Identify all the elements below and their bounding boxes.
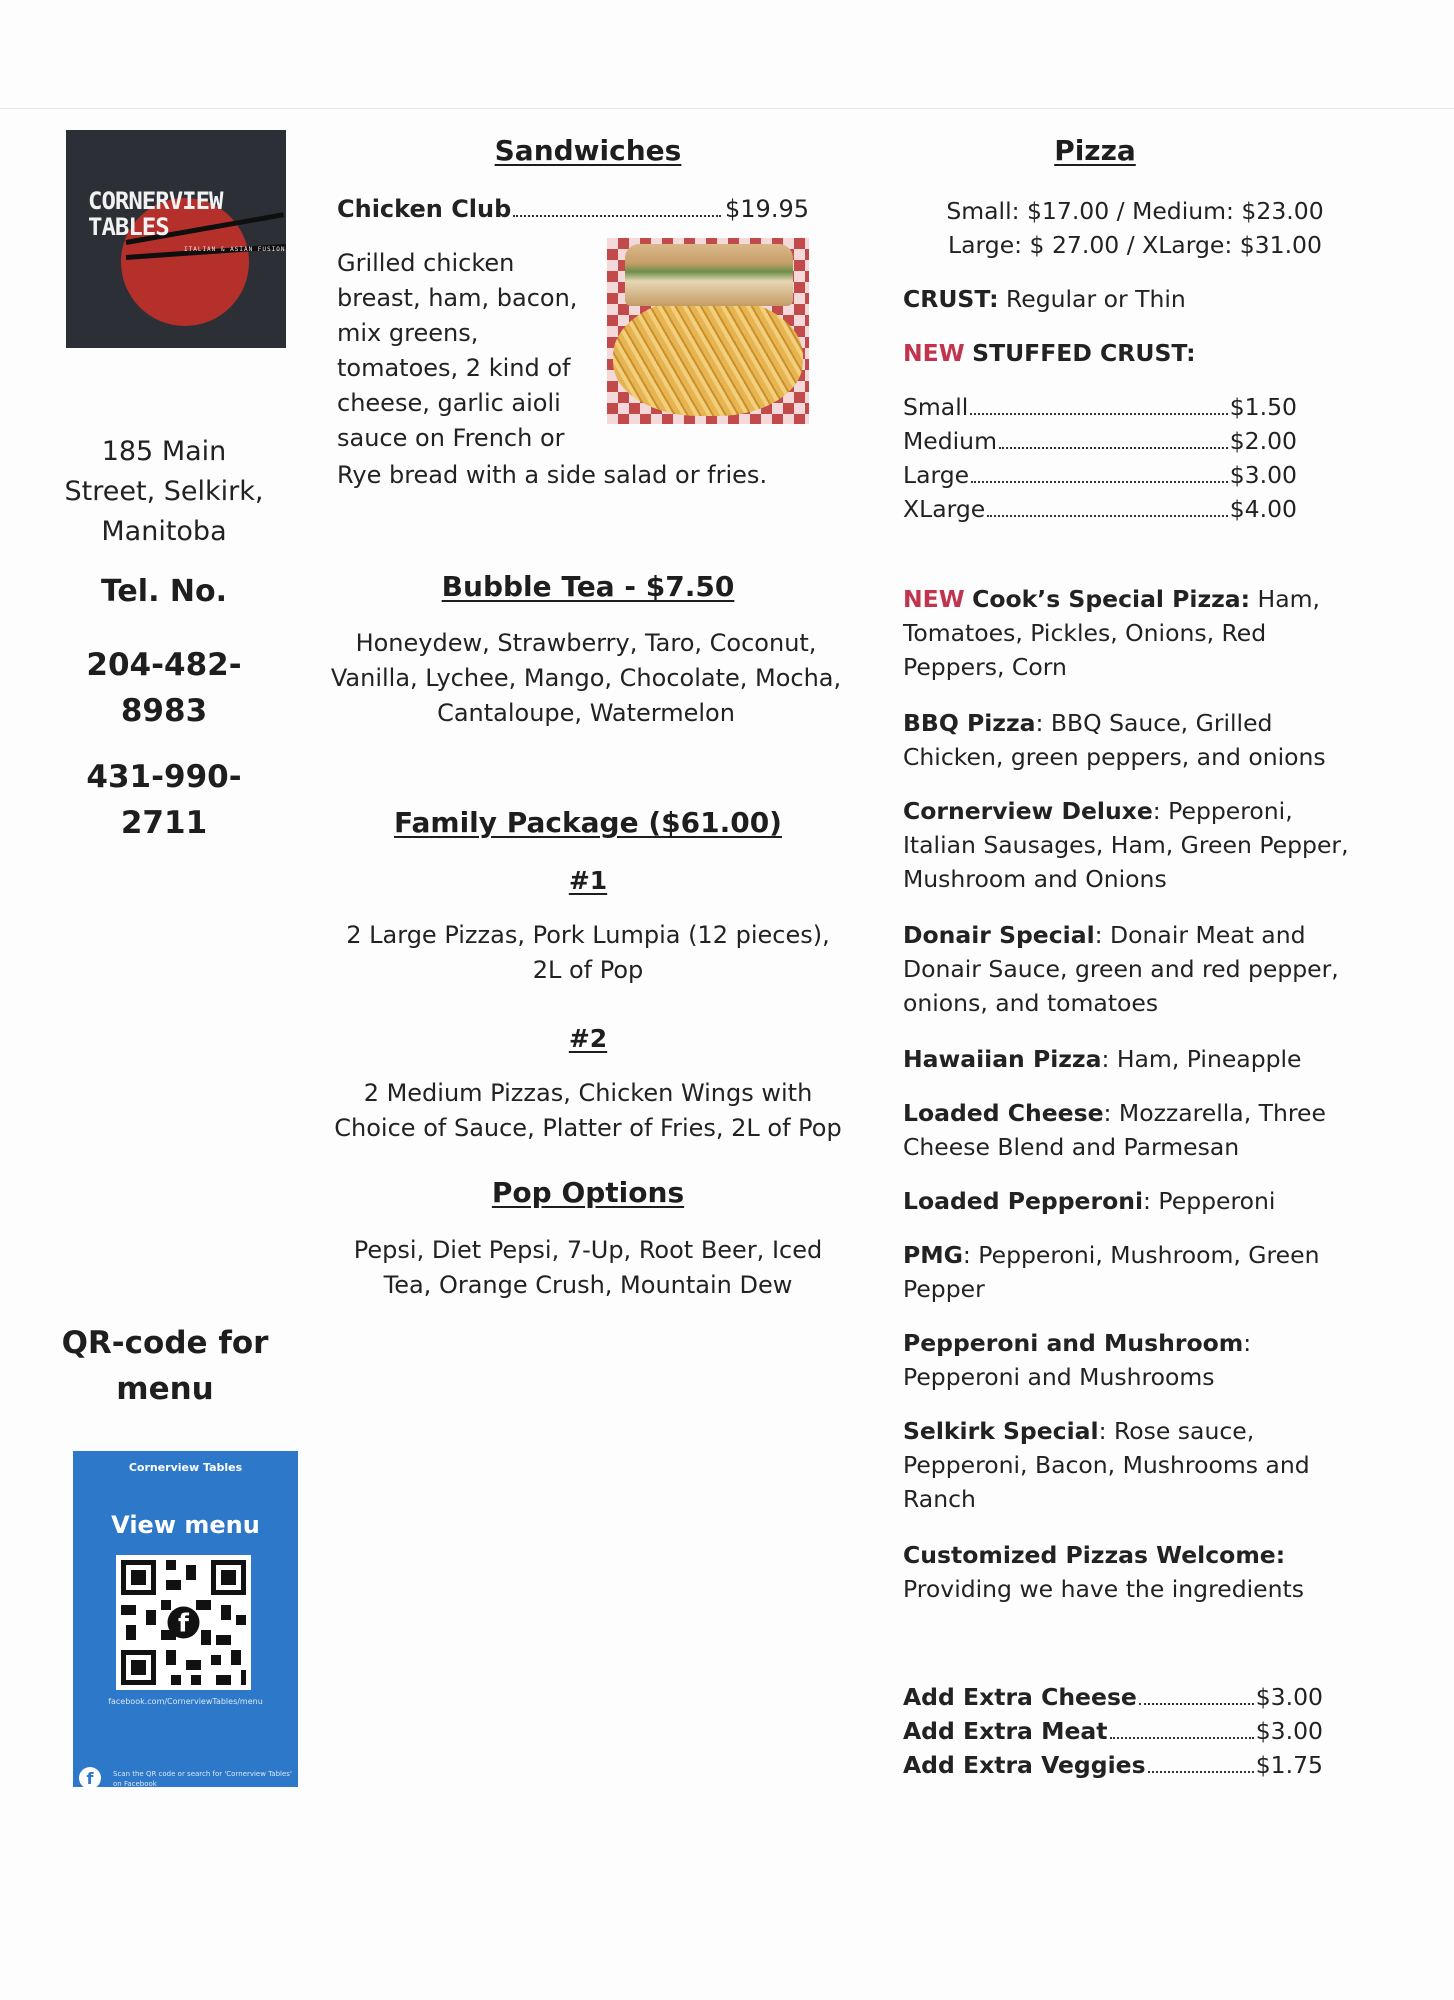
extra-price: $3.00 bbox=[1255, 1683, 1323, 1711]
specialty-item: Donair Special: Donair Meat and Donair Sauce, green and red pepper, onions, and tomatoes bbox=[903, 921, 1339, 1017]
stuffed-price-row bbox=[903, 424, 1297, 458]
specialty-desc: Mozzarella, Three Cheese Blend and Parmesan bbox=[903, 1099, 1326, 1161]
dot-leader bbox=[971, 481, 1228, 483]
specialty-name: Cook’s Special Pizza: bbox=[972, 585, 1251, 613]
specialty-item: Hawaiian Pizza: Ham, Pineapple bbox=[903, 1045, 1302, 1073]
extras-list bbox=[903, 1680, 1323, 1782]
new-badge: NEW bbox=[903, 585, 965, 613]
specialty-desc: Pepperoni, Italian Sausages, Ham, Green Pepper, Mushroom and Onions bbox=[903, 797, 1349, 893]
dot-leader bbox=[513, 215, 721, 217]
stuffed-crust-label: STUFFED CRUST: bbox=[972, 339, 1196, 367]
restaurant-logo bbox=[66, 130, 286, 348]
qr-code-icon[interactable] bbox=[116, 1555, 251, 1690]
pizza-heading: Pizza bbox=[1054, 134, 1136, 167]
pizza-sizes-line-1: Small: $17.00 / Medium: $23.00 bbox=[946, 197, 1324, 225]
stuffed-crust-title bbox=[903, 336, 1363, 370]
specialty-desc: Pepperoni, Mushroom, Green Pepper bbox=[903, 1241, 1320, 1303]
chicken-club-photo bbox=[607, 238, 809, 424]
package-1-text: 2 Large Pizzas, Pork Lumpia (12 pieces), 2L of Pop bbox=[346, 921, 830, 984]
specialty-name: BBQ Pizza bbox=[903, 709, 1036, 737]
cooks-special bbox=[903, 582, 1363, 684]
dot-leader bbox=[1139, 1703, 1254, 1705]
bubble-tea-heading: Bubble Tea - $7.50 bbox=[441, 570, 735, 603]
new-badge: NEW bbox=[903, 339, 965, 367]
specialty-desc: Donair Meat and Donair Sauce, green and red pepper, onions, and tomatoes bbox=[903, 921, 1339, 1017]
svg-text:f: f bbox=[178, 1608, 189, 1638]
specialty-item: Loaded Pepperoni: Pepperoni bbox=[903, 1187, 1276, 1215]
page-top-edge bbox=[0, 108, 1454, 109]
specialty-item: BBQ Pizza: BBQ Sauce, Grilled Chicken, green peppers, and onions bbox=[903, 709, 1326, 771]
package-2-label: #2 bbox=[568, 1024, 608, 1053]
specialty-desc: BBQ Sauce, Grilled Chicken, green peppers, and onions bbox=[903, 709, 1326, 771]
chicken-club-description bbox=[337, 246, 602, 456]
qr-card-url: facebook.com/CornerviewTables/menu bbox=[108, 1697, 263, 1706]
specialty-desc: Ham, Pineapple bbox=[1116, 1045, 1302, 1073]
logo-text: CORNERVIEW TABLES bbox=[88, 187, 223, 241]
dot-leader bbox=[1110, 1737, 1254, 1739]
specialty-desc: Pepperoni and Mushrooms bbox=[903, 1363, 1215, 1391]
extra-price: $1.75 bbox=[1255, 1751, 1323, 1779]
chicken-club-line bbox=[337, 192, 809, 227]
stuffed-price-row bbox=[903, 458, 1297, 492]
dot-leader bbox=[970, 413, 1227, 415]
extra-price: $3.00 bbox=[1255, 1717, 1323, 1745]
specialty-item: Pepperoni and Mushroom: Pepperoni and Mushrooms bbox=[903, 1329, 1252, 1391]
qr-card-name: Cornerview Tables bbox=[128, 1461, 243, 1474]
size-label: Small bbox=[903, 393, 969, 421]
size-label: Large bbox=[903, 461, 970, 489]
description-line: mix greens, bbox=[337, 319, 479, 347]
extra-row bbox=[903, 1748, 1323, 1782]
facebook-icon: f bbox=[79, 1767, 101, 1787]
specialty-desc: Pepperoni bbox=[1158, 1187, 1276, 1215]
specialty-name: Loaded Cheese bbox=[903, 1099, 1104, 1127]
family-package-heading: Family Package ($61.00) bbox=[394, 806, 782, 839]
size-label: XLarge bbox=[903, 495, 986, 523]
pizza-sizes-line-2: Large: $ 27.00 / XLarge: $31.00 bbox=[948, 231, 1322, 259]
description-line: cheese, garlic aioli bbox=[337, 389, 561, 417]
crust-value: Regular or Thin bbox=[1005, 285, 1186, 313]
stuffed-crust-prices bbox=[903, 390, 1297, 526]
qr-menu-card[interactable] bbox=[73, 1451, 298, 1787]
logo-tagline: ITALIAN & ASIAN FUSION bbox=[184, 246, 286, 253]
qr-scan-text: Scan the QR code or search for 'Cornerview Tables' on Facebook bbox=[113, 1770, 292, 1787]
extra-row bbox=[903, 1714, 1323, 1748]
extra-name: Add Extra Veggies bbox=[903, 1751, 1146, 1779]
specialty-item: Selkirk Special: Rose sauce, Pepperoni, Bacon, Mushrooms and Ranch bbox=[903, 1417, 1310, 1513]
specialty-name: Cornerview Deluxe bbox=[903, 797, 1153, 825]
dot-leader bbox=[987, 515, 1228, 517]
crust-line bbox=[903, 282, 1363, 316]
size-price: $4.00 bbox=[1229, 495, 1297, 523]
specialty-item: Cornerview Deluxe: Pepperoni, Italian Sausages, Ham, Green Pepper, Mushroom and Onions bbox=[903, 797, 1349, 893]
description-line: breast, ham, bacon, bbox=[337, 284, 578, 312]
phone-number[interactable]: 431-990-2711 bbox=[86, 759, 242, 841]
address: 185 Main Street, Selkirk, Manitoba bbox=[64, 436, 264, 547]
phone-number[interactable]: 204-482-8983 bbox=[86, 647, 242, 729]
bubble-tea-flavors: Honeydew, Strawberry, Taro, Coconut, Vanilla, Lychee, Mango, Chocolate, Mocha, Cantaloupe, Watermelon bbox=[330, 629, 842, 727]
qr-title: QR-code for menu bbox=[61, 1325, 269, 1407]
customized-label: Customized Pizzas Welcome: bbox=[903, 1541, 1286, 1569]
dot-leader bbox=[999, 447, 1228, 449]
chicken-club-price: $19.95 bbox=[725, 195, 809, 223]
specialty-item: Loaded Cheese: Mozzarella, Three Cheese Blend and Parmesan bbox=[903, 1099, 1326, 1161]
specialty-desc: Rose sauce, Pepperoni, Bacon, Mushrooms and Ranch bbox=[903, 1417, 1310, 1513]
description-line: tomatoes, 2 kind of bbox=[337, 354, 571, 382]
chicken-club-name: Chicken Club bbox=[337, 195, 512, 223]
specialty-desc: Ham, Tomatoes, Pickles, Onions, Red Peppers, Corn bbox=[903, 585, 1320, 681]
customized-desc: Providing we have the ingredients bbox=[903, 1575, 1304, 1603]
size-price: $1.50 bbox=[1229, 393, 1297, 421]
description-line: sauce on French or bbox=[337, 424, 565, 452]
pop-options-heading: Pop Options bbox=[491, 1176, 685, 1209]
customized-pizzas bbox=[903, 1538, 1363, 1606]
specialty-name: Pepperoni and Mushroom bbox=[903, 1329, 1244, 1357]
crust-label: CRUST: bbox=[903, 285, 999, 313]
specialty-name: Donair Special bbox=[903, 921, 1095, 949]
specialty-item: PMG: Pepperoni, Mushroom, Green Pepper bbox=[903, 1241, 1320, 1303]
specialty-name: Loaded Pepperoni bbox=[903, 1187, 1144, 1215]
pop-options-text: Pepsi, Diet Pepsi, 7-Up, Root Beer, Iced Tea, Orange Crush, Mountain Dew bbox=[353, 1236, 823, 1299]
package-1-label: #1 bbox=[568, 866, 608, 895]
chicken-club-description-end: Rye bread with a side salad or fries. bbox=[337, 461, 768, 489]
package-2-text: 2 Medium Pizzas, Chicken Wings with Choice of Sauce, Platter of Fries, 2L of Pop bbox=[334, 1079, 842, 1142]
stuffed-price-row bbox=[903, 492, 1297, 526]
size-label: Medium bbox=[903, 427, 997, 455]
description-line: Grilled chicken bbox=[337, 249, 515, 277]
specialty-name: PMG bbox=[903, 1241, 963, 1269]
size-price: $3.00 bbox=[1229, 461, 1297, 489]
sandwich-image bbox=[625, 244, 793, 306]
view-menu-label: View menu bbox=[111, 1511, 260, 1539]
specialty-name: Selkirk Special bbox=[903, 1417, 1099, 1445]
tel-label: Tel. No. bbox=[100, 574, 228, 609]
dot-leader bbox=[1148, 1771, 1254, 1773]
extra-name: Add Extra Meat bbox=[903, 1717, 1108, 1745]
sandwiches-heading: Sandwiches bbox=[494, 134, 682, 167]
size-price: $2.00 bbox=[1229, 427, 1297, 455]
extra-row bbox=[903, 1680, 1323, 1714]
specialty-name: Hawaiian Pizza bbox=[903, 1045, 1102, 1073]
stuffed-price-row bbox=[903, 390, 1297, 424]
fries-image bbox=[613, 296, 803, 416]
extra-name: Add Extra Cheese bbox=[903, 1683, 1137, 1711]
